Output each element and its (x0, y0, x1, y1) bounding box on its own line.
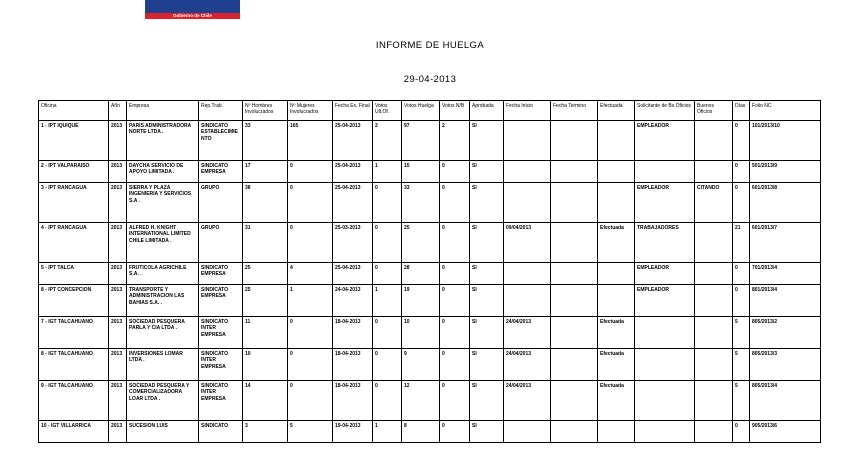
column-header: Fecha Inicio (504, 101, 551, 121)
table-cell: SI (470, 381, 504, 421)
table-cell: 0 (288, 223, 333, 263)
table-row (39, 161, 821, 183)
table-cell: SINDICATO EMPRESA (199, 161, 243, 183)
table-cell (504, 183, 551, 223)
report-title: INFORME DE HUELGA (375, 40, 485, 51)
table-cell: 0 (733, 161, 750, 183)
table-cell (504, 421, 551, 443)
table-cell: DAYCHA SERVICIO DE APOYO LIMITADA . (127, 161, 199, 183)
table-cell: 0 (733, 121, 750, 161)
table-cell: 25-03-2013 (333, 223, 373, 263)
table-cell (551, 223, 598, 263)
column-header: Nº Mujeres Involucrados (288, 101, 333, 121)
table-cell: SINDICATO EMPRESA (199, 285, 243, 317)
table-cell: EMPLEADOR (635, 263, 695, 285)
table-cell: 1 (288, 285, 333, 317)
table-cell: 2013 (109, 161, 127, 183)
table-cell (551, 285, 598, 317)
table-cell: SINDICATO (199, 421, 243, 443)
table-cell: EMPLEADOR (635, 285, 695, 317)
table-cell: 0 (288, 317, 333, 349)
table-cell (551, 421, 598, 443)
table-cell: 0 (440, 381, 470, 421)
table-cell (598, 183, 635, 223)
column-header: Votos Ult.Of. (373, 101, 402, 121)
table-cell: PARIS ADMINISTRADORA NORTE LTDA . (127, 121, 199, 161)
table-cell (504, 263, 551, 285)
table-cell (695, 285, 733, 317)
table-cell: 0 (288, 349, 333, 381)
table-cell: 0 (733, 285, 750, 317)
table-cell: GRUPO (199, 183, 243, 223)
column-header: Días (733, 101, 750, 121)
table-cell: SI (470, 183, 504, 223)
table-cell: 0 (440, 317, 470, 349)
table-cell (635, 381, 695, 421)
table-cell: SI (470, 161, 504, 183)
table-cell (695, 263, 733, 285)
table-cell: 0 (440, 349, 470, 381)
table-cell: 5 (733, 317, 750, 349)
table-cell: FRUTICOLA AGRICHILE S.A. . (127, 263, 199, 285)
table-cell (695, 161, 733, 183)
table-cell: 28 (402, 263, 440, 285)
table-row (39, 349, 821, 381)
column-header: Votos N/B (440, 101, 470, 121)
column-header: Nº Hombres Involucrados (243, 101, 288, 121)
table-cell: EMPLEADOR (635, 121, 695, 161)
table-cell: 2013 (109, 421, 127, 443)
table-cell: SI (470, 223, 504, 263)
table-cell: 97 (402, 121, 440, 161)
table-cell: 905/2013/6 (750, 421, 821, 443)
table-cell: 2013 (109, 381, 127, 421)
table-cell: SI (470, 121, 504, 161)
table-cell: 12 (402, 381, 440, 421)
table-row (39, 223, 821, 263)
table-cell: 17 (243, 161, 288, 183)
table-cell: 0 (373, 317, 402, 349)
table-cell: 0 (373, 223, 402, 263)
table-cell: 11 (243, 317, 288, 349)
table-cell: 805/2013/3 (750, 349, 821, 381)
table-row (39, 285, 821, 317)
table-cell: 501/2013/9 (750, 161, 821, 183)
table-cell: GRUPO (199, 223, 243, 263)
table-cell: 5 - IPT TALCA (39, 263, 109, 285)
table-cell: 0 (288, 183, 333, 223)
table-cell: 24/04/2013 (504, 381, 551, 421)
table-cell: SI (470, 263, 504, 285)
table-cell: 2 - IPT VALPARAISO (39, 161, 109, 183)
table-cell: SINDICATO ESTABLECIMIENTO (199, 121, 243, 161)
column-header: Buenos Oficios (695, 101, 733, 121)
table-cell: EMPLEADOR (635, 183, 695, 223)
table-cell: TRABAJADORES (635, 223, 695, 263)
table-cell: 9 - IGT TALCAHUANO (39, 381, 109, 421)
table-cell: 2013 (109, 223, 127, 263)
table-cell: SI (470, 285, 504, 317)
table-cell: 9 (402, 349, 440, 381)
table-cell: 4 - IPT RANCAGUA (39, 223, 109, 263)
column-header: Año (109, 101, 127, 121)
table-cell (551, 263, 598, 285)
column-header: Fecha Termino (551, 101, 598, 121)
column-header: Solicitante de Bs.Oficios (635, 101, 695, 121)
table-cell: 1 (373, 285, 402, 317)
table-cell: 0 (373, 381, 402, 421)
table-cell: 33 (402, 183, 440, 223)
table-cell: 0 (733, 263, 750, 285)
table-row (39, 317, 821, 349)
table-cell: 18-04-2013 (333, 349, 373, 381)
table-cell (695, 317, 733, 349)
table-cell: SINDICATO INTER EMPRESA (199, 349, 243, 381)
table-cell: 19 (402, 285, 440, 317)
table-cell: Efectuada (598, 349, 635, 381)
report-date: 29-04-2013 (403, 74, 457, 85)
table-cell: 14 (243, 381, 288, 421)
table-cell: 0 (288, 381, 333, 421)
table-cell: SUCESION LUIS (127, 421, 199, 443)
table-cell: 2013 (109, 285, 127, 317)
table-cell: 0 (440, 183, 470, 223)
logo-text: Gobierno de Chile (173, 13, 212, 18)
table-cell: TRANSPORTE Y ADMINISTRACION LAS BAHIAS S.A. . (127, 285, 199, 317)
table-cell (695, 421, 733, 443)
table-cell (598, 421, 635, 443)
table-cell: 31 (243, 223, 288, 263)
table-cell: 0 (440, 263, 470, 285)
table-cell (598, 161, 635, 183)
table-cell (551, 183, 598, 223)
table-cell (635, 317, 695, 349)
table-cell (635, 349, 695, 381)
table-cell (635, 161, 695, 183)
table-cell: SINDICATO INTER EMPRESA (199, 317, 243, 349)
table-cell: 3 - IPT RANCAGUA (39, 183, 109, 223)
table-cell: 601/2013/7 (750, 223, 821, 263)
table-cell: 7 - IGT TALCAHUANO (39, 317, 109, 349)
table-cell: 165 (288, 121, 333, 161)
table-cell: 24/04/2013 (504, 349, 551, 381)
table-row (39, 421, 821, 443)
table-cell: 0 (440, 285, 470, 317)
table-cell: Efectuada (598, 317, 635, 349)
table-cell: 805/2013/4 (750, 381, 821, 421)
table-row (39, 183, 821, 223)
table-cell: SI (470, 421, 504, 443)
table-row (39, 121, 821, 161)
table-cell: 8 (402, 421, 440, 443)
table-cell: 38 (243, 183, 288, 223)
table-cell (551, 317, 598, 349)
table-cell (635, 421, 695, 443)
table-cell: 0 (440, 421, 470, 443)
column-header: Efectuada (598, 101, 635, 121)
table-cell: 2013 (109, 121, 127, 161)
table-cell (695, 381, 733, 421)
table-cell: 0 (440, 223, 470, 263)
table-cell: 24/04/2013 (504, 317, 551, 349)
column-header: Oficina (39, 101, 109, 121)
table-cell (598, 285, 635, 317)
table-cell: SIERRA Y PLAZA INGENIERIA Y SERVICIOS S.A . (127, 183, 199, 223)
table-cell: 5 (733, 381, 750, 421)
table-header-row (39, 101, 821, 121)
table-cell: 25-04-2013 (333, 263, 373, 285)
table-cell: 18-04-2013 (333, 381, 373, 421)
table-cell: INVERSIONES LOMAR LTDA . (127, 349, 199, 381)
table-cell (695, 121, 733, 161)
table-cell: 8 - IPT CONCEPCION (39, 285, 109, 317)
table-cell: 10 (243, 349, 288, 381)
table-cell: SI (470, 317, 504, 349)
table-cell (695, 223, 733, 263)
table-row (39, 263, 821, 285)
table-cell: SINDICATO EMPRESA (199, 263, 243, 285)
column-header: Aprobada (470, 101, 504, 121)
table-cell: 5 (733, 349, 750, 381)
table-cell (551, 381, 598, 421)
table-cell: 25 (243, 285, 288, 317)
table-cell: SOCIEDAD PESQUERA PARLA Y CIA LTDA . (127, 317, 199, 349)
table-cell: 24-04-2013 (333, 285, 373, 317)
table-cell: SINDICATO INTER EMPRESA (199, 381, 243, 421)
table-cell: 1 - IPT IQUIQUE (39, 121, 109, 161)
table-cell: 2 (440, 121, 470, 161)
table-cell: 0 (733, 421, 750, 443)
table-cell: 805/2013/2 (750, 317, 821, 349)
column-header: Empresa (127, 101, 199, 121)
table-cell (598, 121, 635, 161)
table-cell: 2013 (109, 349, 127, 381)
table-cell: 10 (402, 317, 440, 349)
column-header: Folio NC (750, 101, 821, 121)
table-cell: CITANDO (695, 183, 733, 223)
table-cell: 25-04-2013 (333, 121, 373, 161)
table-cell: 21 (733, 223, 750, 263)
table-row (39, 381, 821, 421)
table-cell: 2013 (109, 317, 127, 349)
table-cell: 25-04-2013 (333, 183, 373, 223)
table-cell: 3 (243, 421, 288, 443)
gobierno-logo (145, 0, 240, 18)
table-cell: 801/2013/4 (750, 285, 821, 317)
column-header: Rep.Trab. (199, 101, 243, 121)
table-cell: 8 - IGT TALCAHUANO (39, 349, 109, 381)
table-cell: 25 (402, 223, 440, 263)
table-cell: SOCIEDAD PESQUERA Y COMERCIALIZADORA LOAR LTDA . (127, 381, 199, 421)
table-cell: 15 (402, 161, 440, 183)
table-cell: Efectuada (598, 381, 635, 421)
table-cell: 10 - IGT VILLARRICA (39, 421, 109, 443)
table-cell: 1 (373, 161, 402, 183)
table-cell (551, 161, 598, 183)
column-header: Votos Huelga (402, 101, 440, 121)
table-cell (598, 263, 635, 285)
table-cell: 25 (243, 263, 288, 285)
table-cell: 0 (288, 161, 333, 183)
table-cell: 601/2013/8 (750, 183, 821, 223)
table-cell: 0 (373, 183, 402, 223)
table-cell: 19-04-2013 (333, 421, 373, 443)
table-cell (504, 121, 551, 161)
table-cell: 2 (373, 121, 402, 161)
strike-report-table (38, 100, 821, 443)
table-cell: 18-04-2013 (333, 317, 373, 349)
table-cell: 0 (373, 263, 402, 285)
table-cell: 09/04/2013 (504, 223, 551, 263)
table-cell: 701/2013/4 (750, 263, 821, 285)
table-cell (695, 349, 733, 381)
table-cell: Efectuada (598, 223, 635, 263)
table-cell: 1 (373, 421, 402, 443)
table-cell: 0 (733, 183, 750, 223)
table-cell (551, 121, 598, 161)
column-header: Fecha Ex. Final (333, 101, 373, 121)
table-cell: 25-04-2013 (333, 161, 373, 183)
table-cell: 2013 (109, 183, 127, 223)
table-cell: 0 (440, 161, 470, 183)
table-cell: 4 (288, 263, 333, 285)
table-cell: 0 (373, 349, 402, 381)
table-cell: 5 (288, 421, 333, 443)
table-cell (504, 285, 551, 317)
table-cell: ALFRED H. KNIGHT INTERNATIONAL LIMITED CHILE LIMITADA . (127, 223, 199, 263)
table-cell (504, 161, 551, 183)
table-cell: SI (470, 349, 504, 381)
table-cell: 33 (243, 121, 288, 161)
table-cell: 101/2013/10 (750, 121, 821, 161)
table-cell: 2013 (109, 263, 127, 285)
table-cell (551, 349, 598, 381)
